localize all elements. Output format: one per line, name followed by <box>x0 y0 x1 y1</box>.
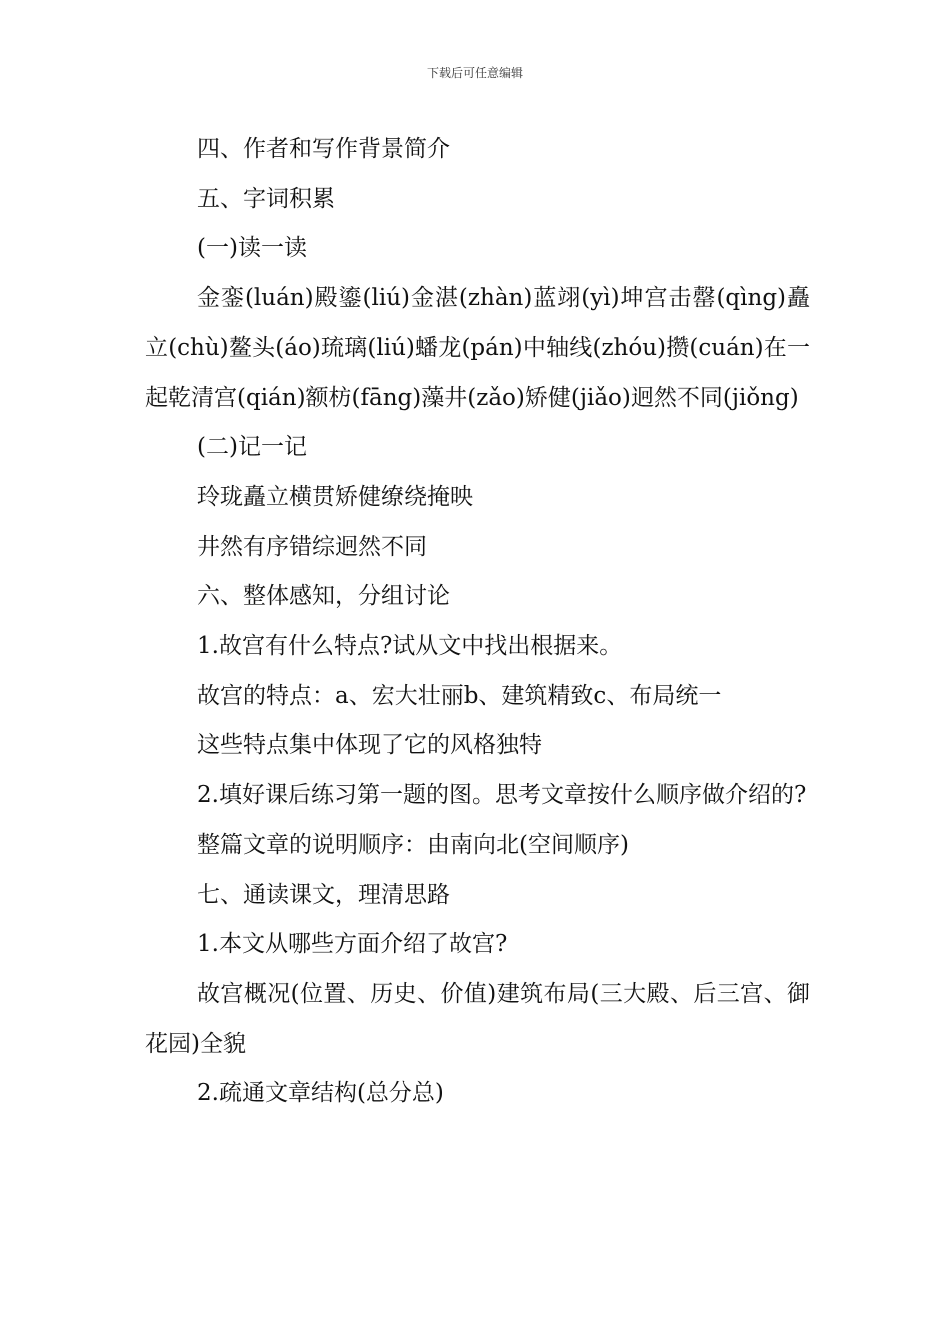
section-heading-overall: 六、整体感知，分组讨论 <box>197 583 450 610</box>
document-body <box>145 125 810 1119</box>
section-heading-vocabulary: 五、字词积累 <box>197 185 335 212</box>
subheading-read: (一)读一读 <box>197 235 307 262</box>
answer-style: 这些特点集中体现了它的风格独特 <box>197 732 542 759</box>
answer-features: 故宫的特点：a、宏大壮丽b、建筑精致c、布局统一 <box>197 682 722 709</box>
structure-item: 2.疏通文章结构(总分总) <box>197 1080 444 1107</box>
subheading-remember: (二)记一记 <box>197 434 307 461</box>
page-header: 下载后可任意编辑 <box>426 66 523 80</box>
vocabulary-pinyin-paragraph: 金銮(luán)殿鎏(liú)金湛(zhàn)蓝翊(yì)坤宫击罄(qìng)矗立(chù)鳌头(áo)琉璃(liú)蟠龙(pán)中轴线(zhóu)攒(cuán)在一起乾清宫(qián)额枋(fāng)藻井(zǎo)矫健(jiǎo)迥然不同(jiǒng) <box>145 285 810 411</box>
question-aspects: 1.本文从哪些方面介绍了故宫? <box>197 931 508 958</box>
question-1: 1.故宫有什么特点?试从文中找出根据来。 <box>197 633 623 660</box>
section-heading-author-background: 四、作者和写作背景简介 <box>197 136 450 162</box>
word-list-2: 井然有序错综迥然不同 <box>197 533 427 560</box>
question-2: 2.填好课后练习第一题的图。思考文章按什么顺序做介绍的? <box>197 782 807 809</box>
answer-aspects: 故宫概况(位置、历史、价值)建筑布局(三大殿、后三宫、御花园)全貌 <box>145 980 810 1057</box>
word-list-1: 玲珑矗立横贯矫健缭绕掩映 <box>197 483 473 510</box>
section-heading-reading: 七、通读课文，理清思路 <box>197 881 450 908</box>
answer-order: 整篇文章的说明顺序：由南向北(空间顺序) <box>197 831 629 858</box>
